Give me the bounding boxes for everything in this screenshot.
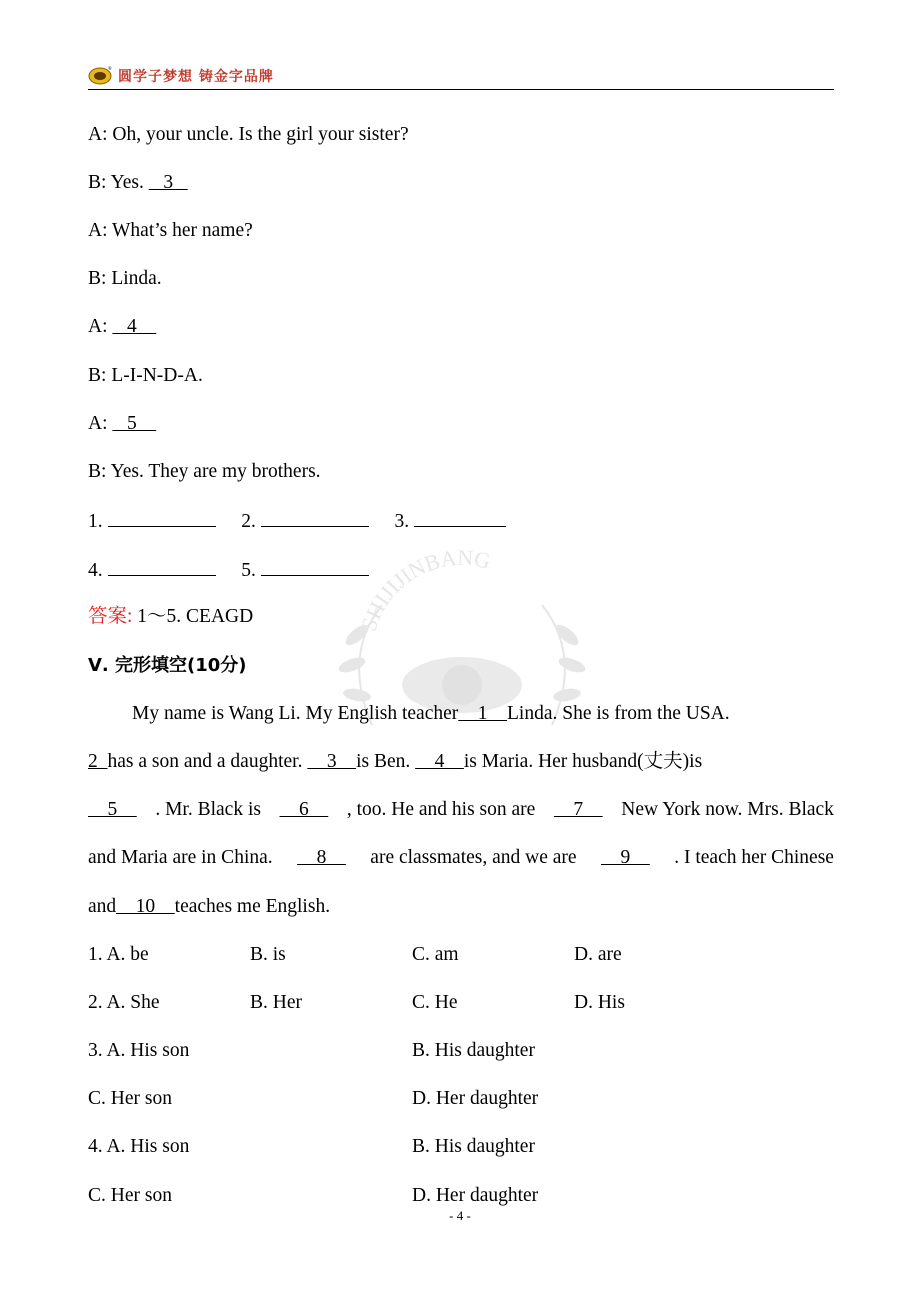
blank-3: 3 — [148, 172, 188, 193]
question-3-option-d[interactable]: D. Her daughter — [412, 1088, 539, 1109]
question-4-option-a[interactable]: 4. A. His son — [88, 1136, 190, 1157]
question-3-option-b[interactable]: B. His daughter — [412, 1040, 535, 1061]
answer-blanks-row: 1. 2. 3. — [88, 508, 506, 534]
question-4-option-c[interactable]: C. Her son — [88, 1185, 172, 1206]
passage-line: My name is Wang Li. My English teacher 1 Linda. She is from the USA. — [132, 703, 730, 724]
dialogue-line: A: Oh, your uncle. Is the girl your sister? — [88, 124, 409, 145]
question-1-option-c[interactable]: C. am — [412, 944, 459, 965]
question-2-option-c[interactable]: C. He — [412, 992, 458, 1013]
page-number: - 4 - — [449, 1208, 471, 1223]
dialogue-line: A: 5 — [88, 413, 157, 434]
answer-blank[interactable] — [261, 508, 369, 527]
dialogue-line: B: L-I-N-D-A. — [88, 365, 203, 386]
question-1-option-b[interactable]: B. is — [250, 944, 286, 965]
question-3-option-c[interactable]: C. Her son — [88, 1088, 172, 1109]
passage-line: 5 . Mr. Black is 6 , too. He and his son are 7 New York now. Mrs. Black — [88, 799, 834, 820]
header-slogan: 圆学子梦想 铸金字品牌 — [118, 69, 274, 85]
header-divider — [88, 89, 834, 90]
answer-key: 答案: 1～5. CEAGD — [88, 606, 254, 627]
question-4-option-d[interactable]: D. Her daughter — [412, 1185, 539, 1206]
answer-blank[interactable] — [108, 508, 216, 527]
blank-5: 5 — [112, 413, 157, 434]
question-1-option-d[interactable]: D. are — [574, 944, 622, 965]
svg-text:®: ® — [108, 67, 112, 72]
answer-blank[interactable] — [261, 557, 369, 576]
dialogue-line: B: Linda. — [88, 268, 162, 289]
passage-line: and Maria are in China. 8 are classmates, and we are 9 . I teach her Chinese — [88, 847, 834, 868]
question-1-option-a[interactable]: 1. A. be — [88, 944, 149, 965]
dialogue-line: A: What’s her name? — [88, 220, 253, 241]
dialogue-line: A: 4 — [88, 316, 157, 337]
blank-4: 4 — [112, 316, 157, 337]
page-header — [88, 62, 834, 90]
watermark-text: SHIJIJINBANG — [355, 545, 493, 635]
section-heading: Ⅴ. 完形填空(10分) — [88, 655, 247, 676]
question-4-option-b[interactable]: B. His daughter — [412, 1136, 535, 1157]
answer-blank[interactable] — [108, 557, 216, 576]
passage-line: and 10 teaches me English. — [88, 896, 331, 917]
question-2-option-a[interactable]: 2. A. She — [88, 992, 160, 1013]
dialogue-line: B: Yes. They are my brothers. — [88, 461, 321, 482]
question-2-option-d[interactable]: D. His — [574, 992, 625, 1013]
passage-line: 2 has a son and a daughter. 3 is Ben. 4 is Maria. Her husband(丈夫)is — [88, 751, 703, 772]
logo-icon — [88, 64, 114, 86]
dialogue-line: B: Yes. 3 — [88, 172, 188, 193]
answer-blank[interactable] — [414, 508, 506, 527]
question-2-option-b[interactable]: B. Her — [250, 992, 302, 1013]
answer-blanks-row: 4. 5. — [88, 557, 369, 583]
question-3-option-a[interactable]: 3. A. His son — [88, 1040, 190, 1061]
